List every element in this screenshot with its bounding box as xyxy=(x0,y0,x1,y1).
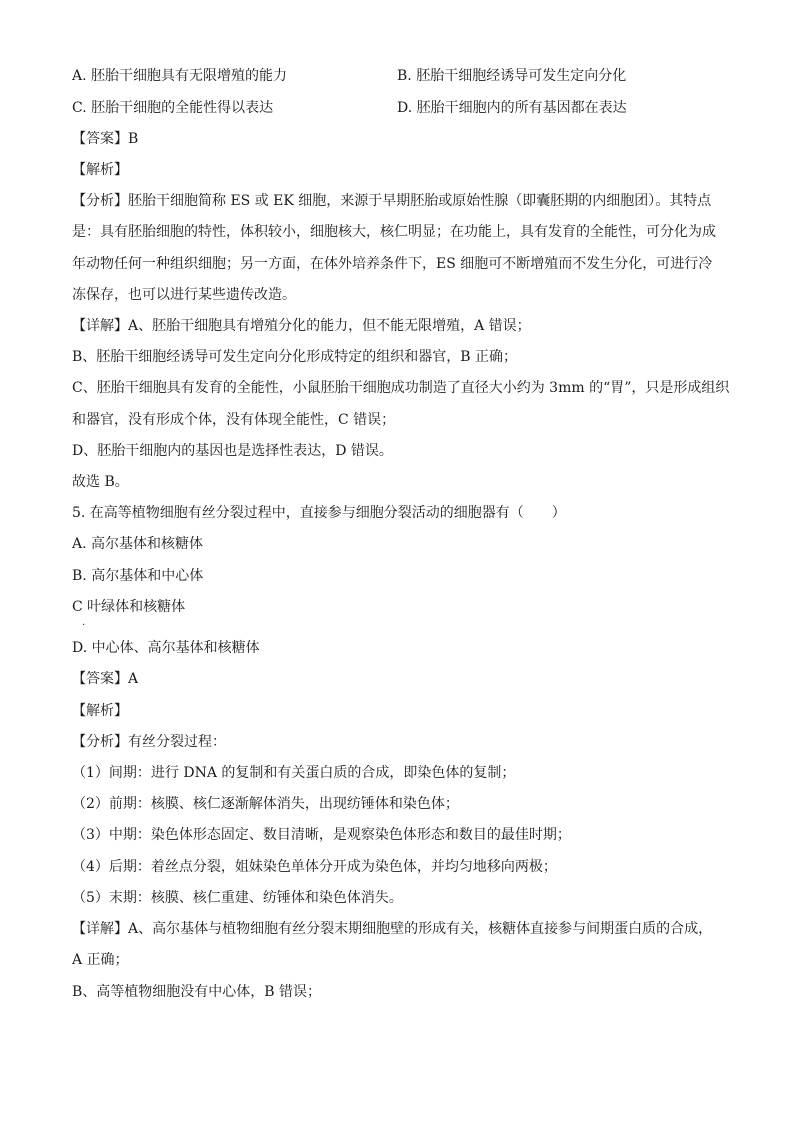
q4-detail-line: 和器官，没有形成个体，没有体现全能性，C 错误； xyxy=(72,412,396,428)
q5-option-a: A. 高尔基体和核糖体 xyxy=(72,536,204,552)
q4-option-c: C. 胚胎干细胞的全能性得以表达 xyxy=(72,100,274,116)
q5-answer: 【答案】A xyxy=(72,671,139,687)
q5-analysis-line: （3）中期：染色体形态固定、数目清晰，是观察染色体形态和数目的最佳时期； xyxy=(72,827,571,843)
q5-detail-line: 【详解】A、高尔基体与植物细胞有丝分裂末期细胞壁的形成有关，核糖体直接参与间期蛋白质的合成， xyxy=(72,921,713,937)
stray-dot: . xyxy=(82,617,86,628)
q5-analysis-heading: 【解析】 xyxy=(72,703,128,719)
q5-stem: 5. 在高等植物细胞有丝分裂过程中，直接参与细胞分裂活动的细胞器有（ ） xyxy=(72,505,566,521)
q4-detail-line: C、胚胎干细胞具有发育的全能性，小鼠胚胎干细胞成功制造了直径大小约为 3mm 的“胃”，只是形成组织 xyxy=(72,380,730,396)
q4-analysis-line: 是：具有胚胎细胞的特性，体积较小，细胞核大，核仁明显；在功能上，具有发育的全能性，可分化为成 xyxy=(72,224,716,240)
q5-detail-line: B、高等植物细胞没有中心体，B 错误； xyxy=(72,984,322,1000)
q5-analysis-line: （5）末期：核膜、核仁重建、纺锤体和染色体消失。 xyxy=(72,890,403,906)
q5-analysis-line: 【分析】有丝分裂过程： xyxy=(72,734,226,750)
q4-detail-line: 【详解】A、胚胎干细胞具有增殖分化的能力，但不能无限增殖，A 错误； xyxy=(72,318,531,334)
q4-option-a: A. 胚胎干细胞具有无限增殖的能力 xyxy=(72,68,288,84)
q5-analysis-line: （2）前期：核膜、核仁逐渐解体消失，出现纺锤体和染色体； xyxy=(72,796,459,812)
q4-analysis-line: 冻保存，也可以进行某些遗传改造。 xyxy=(72,287,296,303)
q5-analysis-line: （4）后期：着丝点分裂，姐妹染色单体分开成为染色体，并均匀地移向两极； xyxy=(72,859,557,875)
q5-analysis-line: （1）间期：进行 DNA 的复制和有关蛋白质的合成，即染色体的复制； xyxy=(72,765,516,781)
q4-detail-line: D、胚胎干细胞内的基因也是选择性表达，D 错误。 xyxy=(72,443,393,459)
q4-analysis-line: 【分析】胚胎干细胞简称 ES 或 EK 细胞，来源于早期胚胎或原始性腺（即囊胚期的内细胞团）。其特点 xyxy=(72,193,712,209)
q4-answer: 【答案】B xyxy=(72,131,139,147)
q4-analysis-heading: 【解析】 xyxy=(72,162,128,178)
q5-detail-line: A 正确； xyxy=(72,952,129,968)
q5-option-b: B. 高尔基体和中心体 xyxy=(72,568,204,584)
q4-option-d: D. 胚胎干细胞内的所有基因都在表达 xyxy=(397,100,627,116)
q4-detail-line: 故选 B。 xyxy=(72,474,129,490)
q4-analysis-line: 年动物任何一种组织细胞；另一方面，在体外培养条件下，ES 细胞可不断增殖而不发生分化，可进行冷 xyxy=(72,256,713,272)
q5-option-d: D. 中心体、高尔基体和核糖体 xyxy=(72,640,260,656)
q4-option-b: B. 胚胎干细胞经诱导可发生定向分化 xyxy=(397,68,627,84)
q4-detail-line: B、胚胎干细胞经诱导可发生定向分化形成特定的组织和器官，B 正确； xyxy=(72,349,518,365)
q5-option-c: C 叶绿体和核糖体 xyxy=(72,599,186,615)
